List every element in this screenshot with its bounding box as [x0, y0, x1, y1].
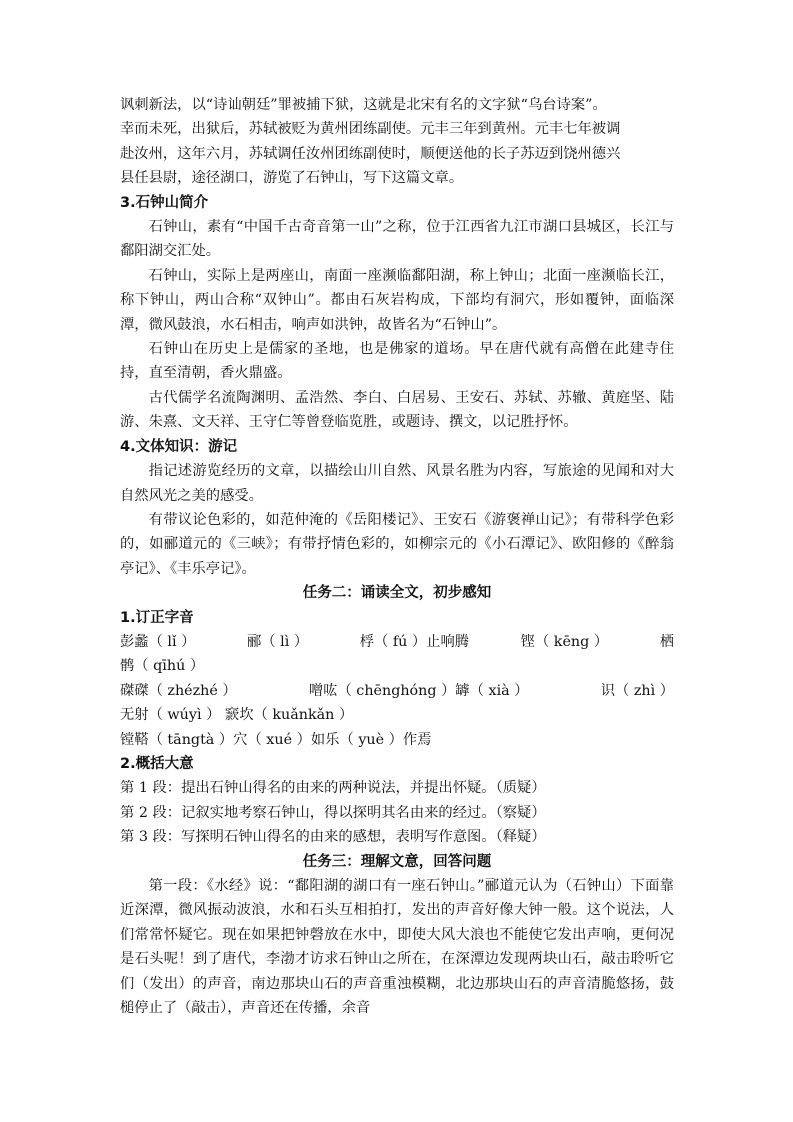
paragraph: 石钟山，实际上是两座山，南面一座濒临鄱阳湖，称上钟山；北面一座濒临长江，称下钟山，两山合称“双钟山”。都由石灰岩构成，下部均有洞穴，形如覆钟，面临深潭，微风鼓浪，水石相击，响声如洪钟，故皆名为“石钟山”。	[120, 267, 674, 333]
pinyin-item: 栖	[659, 633, 674, 650]
pinyin-row	[120, 679, 674, 703]
pinyin-item: 郦（ lì ）	[247, 633, 309, 650]
summary-line: 第 2 段：记叙实地考察石钟山，得以探明其名由来的经过。（察疑）	[120, 804, 546, 821]
paragraph: 第一段：《水经》说：“鄱阳湖的湖口有一座石钟山。”郦道元认为（石钟山）下面靠近深潭，微风振动波浪，水和石头互相拍打，发出的声音好像大钟一般。这个说法，人们常常怀疑它。现在如果把钟磬放在水中，即使大风大浪也不能使它发出声响，更何况是石头呢！到了唐代，李渤才访求石钟山之所在，在深潭边发现两块山石，敲击聆听它们（发出）的声音，南边那块山石的声音重浊模糊，北边那块山石的声音清脆悠扬，鼓槌停止了（敲击），声音还在传播，余音	[120, 878, 674, 1017]
section-heading: 4.文体知识：游记	[120, 438, 238, 455]
pinyin-item: 磔磔（ zhézhé ）	[120, 682, 237, 699]
intro-line: 幸而未死，出狱后，苏轼被贬为黄州团练副使。元丰三年到黄州。元丰七年被调	[120, 121, 621, 138]
pinyin-item: 识（ zhì ）	[600, 682, 674, 699]
task-title: 任务二：诵读全文，初步感知	[302, 585, 492, 602]
summary-line: 第 1 段：提出石钟山得名的由来的两种说法，并提出怀疑。（质疑）	[120, 780, 546, 797]
section-heading: 3.石钟山简介	[120, 194, 209, 211]
pinyin-item: 桴（ fú ）止响腾	[359, 633, 470, 650]
pinyin-item: 铿（ kēng ）	[520, 633, 609, 650]
intro-line: 县任县尉，途径湖口，游览了石钟山，写下这篇文章。	[120, 170, 464, 187]
pinyin-row: 无射（ wúyì ） 窾坎（ kuǎnkǎn ）	[120, 707, 354, 724]
summary-line: 第 3 段：写探明石钟山得名的由来的感想，表明写作意图。（释疑）	[120, 829, 546, 846]
pinyin-row: 鹘（ qīhú ）	[120, 658, 205, 675]
pinyin-row: 镗鞳（ tāngtà ）穴（ xué ）如乐（ yuè ）作焉	[120, 731, 432, 748]
paragraph: 指记述游览经历的文章，以描绘山川自然、风景名胜为内容，写旅途的见闻和对大自然风光之美的感受。	[120, 463, 674, 504]
pinyin-item: 噌吰（ chēnghóng ）罅（ xià ）	[308, 682, 529, 699]
pinyin-row	[120, 630, 674, 654]
paragraph: 古代儒学名流陶渊明、孟浩然、李白、白居易、王安石、苏轼、苏辙、黄庭坚、陆游、朱熹、文天祥、王守仁等曾登临览胜，或题诗、撰文，以记胜抒怀。	[120, 389, 674, 431]
paragraph: 石钟山，素有“中国千古奇音第一山”之称，位于江西省九江市湖口县城区，长江与鄱阳湖交汇处。	[120, 219, 674, 260]
pinyin-item: 彭蠡（ lǐ ）	[120, 633, 196, 650]
intro-line: 赴汝州，这年六月，苏轼调任汝州团练副使时，顺便送他的长子苏迈到饶州德兴	[120, 145, 621, 162]
paragraph: 有带议论色彩的，如范仲淹的《岳阳楼记》、王安石《游褒禅山记》；有带科学色彩的，如郦道元的《三峡》；有带抒情色彩的，如柳宗元的《小石潭记》、欧阳修的《醉翁亭记》、《丰乐亭记》。	[120, 511, 674, 577]
section-heading: 1.订正字音	[120, 609, 194, 626]
paragraph: 石钟山在历史上是儒家的圣地，也是佛家的道场。早在唐代就有高僧在此建寺住持，直至清朝，香火鼎盛。	[120, 341, 674, 382]
task-title: 任务三：理解文意，回答问题	[302, 853, 492, 870]
document-body	[120, 93, 674, 1020]
section-heading: 2.概括大意	[120, 755, 194, 772]
intro-line: 讽刺新法，以“诗讪朝廷”罪被捕下狱，这就是北宋有名的文字狱“乌台诗案”。	[120, 97, 607, 113]
